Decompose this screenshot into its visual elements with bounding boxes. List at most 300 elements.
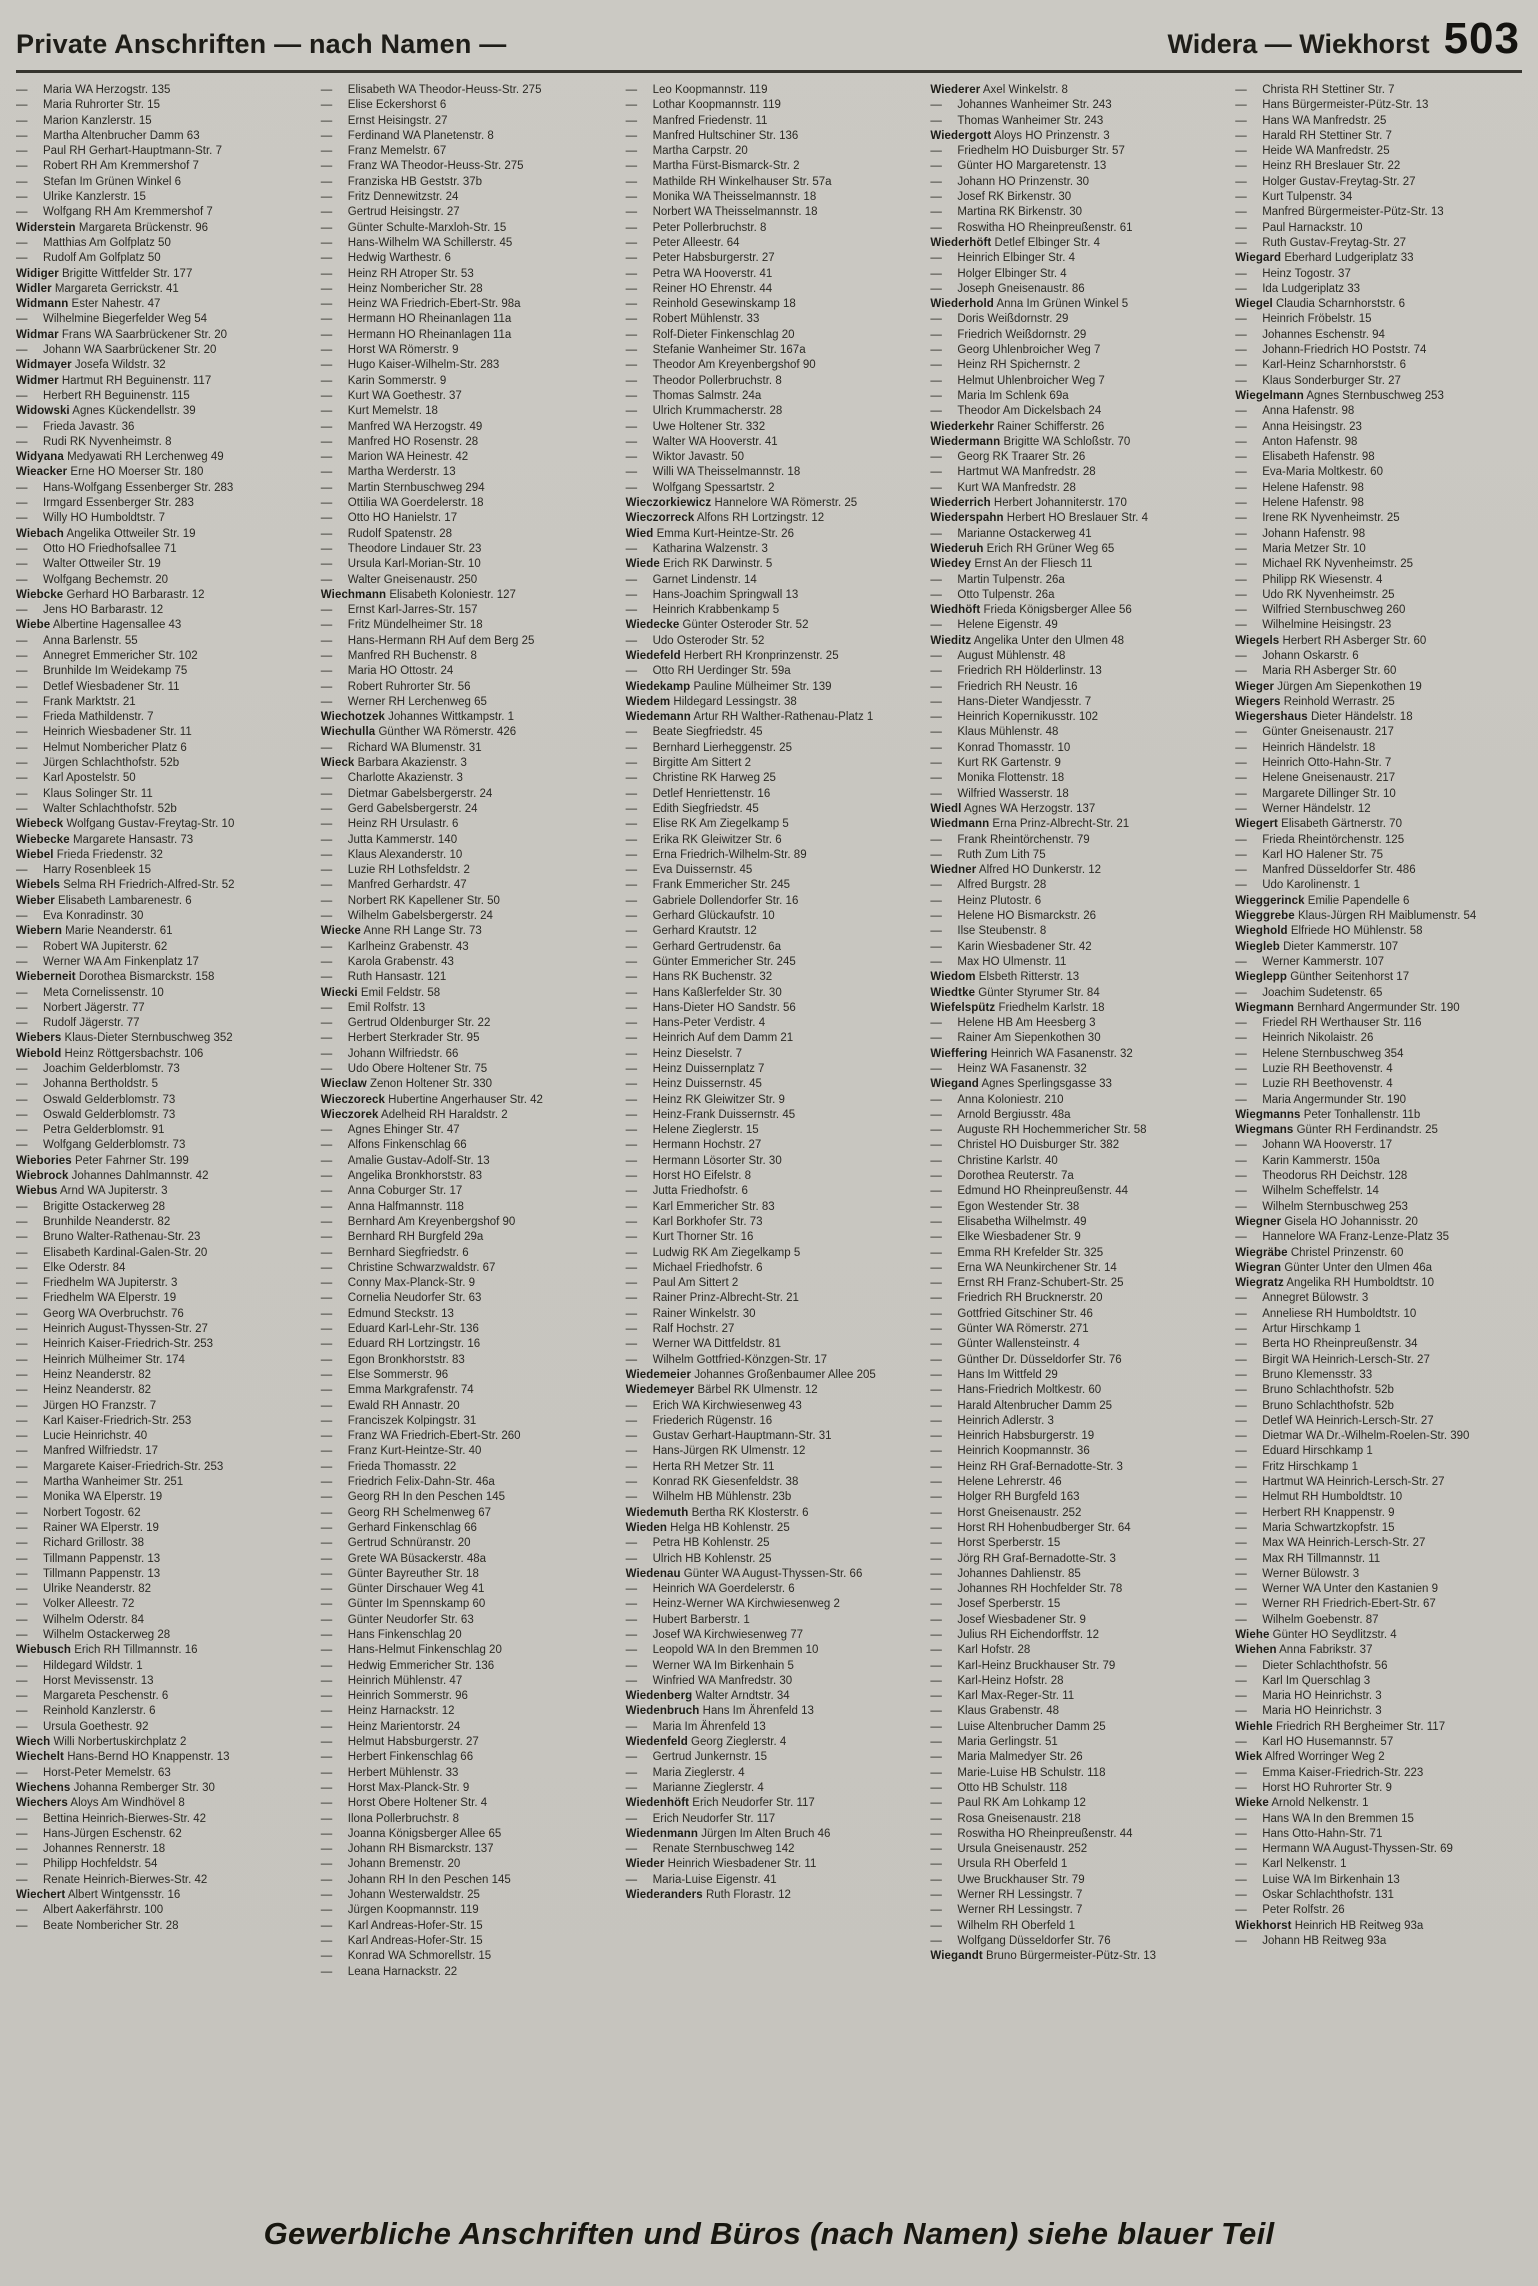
directory-entry: — Karl Hofstr. 28	[930, 1643, 1219, 1658]
ditto-dash: —	[930, 527, 942, 540]
directory-entry: — Heinz Neanderstr. 82	[16, 1383, 305, 1398]
surname: Wiegmans	[1235, 1124, 1294, 1137]
ditto-dash: —	[625, 1843, 638, 1856]
ditto-dash: —	[625, 1001, 638, 1014]
ditto-dash: —	[16, 1063, 28, 1075]
ditto-dash: —	[930, 359, 942, 372]
ditto-dash: —	[930, 1384, 942, 1397]
ditto-dash: —	[1235, 833, 1247, 846]
ditto-dash: —	[930, 619, 942, 632]
ditto-dash: —	[625, 1063, 638, 1075]
ditto-dash: —	[16, 1078, 28, 1091]
directory-entry: — Hermann Hochstr. 27	[626, 1138, 915, 1153]
ditto-dash: —	[1235, 1812, 1247, 1825]
directory-entry: — Jürgen HO Franzstr. 7	[16, 1399, 305, 1414]
ditto-dash: —	[930, 145, 942, 158]
directory-entry: — Ralf Hochstr. 27	[626, 1322, 915, 1337]
directory-entry: — Wilfried Wasserstr. 18	[930, 787, 1219, 802]
ditto-dash: —	[1235, 1904, 1247, 1917]
ditto-dash: —	[16, 481, 28, 494]
directory-entry: — Rainer Prinz-Albrecht-Str. 21	[626, 1291, 915, 1306]
surname: Wiechens	[16, 1781, 71, 1794]
ditto-dash: —	[930, 252, 942, 265]
directory-entry: — Anneliese RH Humboldtstr. 10	[1235, 1307, 1524, 1322]
ditto-dash: —	[1235, 619, 1247, 632]
ditto-dash: —	[16, 986, 28, 999]
ditto-dash: —	[320, 1674, 333, 1687]
ditto-dash: —	[625, 405, 638, 418]
ditto-dash: —	[930, 1705, 942, 1718]
directory-entry: — Hans-Jürgen RK Ulmenstr. 12	[626, 1444, 915, 1459]
surname: Widiger	[16, 267, 59, 280]
ditto-dash: —	[625, 451, 638, 464]
directory-entry: — Helmut Uhlenbroicher Weg 7	[930, 374, 1219, 389]
ditto-dash: —	[16, 160, 28, 173]
directory-entry: — Helene HB Am Heesberg 3	[930, 1016, 1219, 1031]
directory-entry: — Maria Angermunder Str. 190	[1235, 1093, 1524, 1108]
ditto-dash: —	[930, 1032, 942, 1045]
ditto-dash: —	[625, 726, 638, 739]
ditto-dash: —	[320, 894, 333, 907]
directory-entry: — Helmut Nombericher Platz 6	[16, 741, 305, 756]
ditto-dash: —	[625, 191, 638, 204]
ditto-dash: —	[320, 527, 333, 540]
surname: Wiebel	[16, 848, 54, 861]
ditto-dash: —	[930, 1659, 942, 1672]
ditto-dash: —	[320, 1001, 333, 1014]
surname: Wied	[625, 527, 654, 540]
directory-entry: — Lucie Heinrichstr. 40	[16, 1429, 305, 1444]
ditto-dash: —	[1235, 1353, 1247, 1366]
ditto-dash: —	[16, 389, 28, 402]
directory-entry: — Ilona Pollerbruchstr. 8	[321, 1812, 610, 1827]
ditto-dash: —	[625, 925, 638, 938]
directory-entry: — Günter Bayreuther Str. 18	[321, 1567, 610, 1582]
directory-entry: — Annegret Emmericher Str. 102	[16, 649, 305, 664]
directory-entry: — Helene Sternbuschweg 354	[1235, 1047, 1524, 1062]
ditto-dash: —	[16, 1552, 28, 1565]
directory-entry: — Wolfgang Spessartstr. 2	[626, 481, 915, 496]
surname: Wiegelmann	[1235, 389, 1304, 402]
directory-entry: — Karin Sommerstr. 9	[321, 374, 610, 389]
ditto-dash: —	[625, 1323, 638, 1336]
directory-entry: — Günter Emmericher Str. 245	[626, 955, 915, 970]
surname: Wiedefeld	[625, 649, 681, 662]
directory-entry: — Konrad RK Giesenfeldstr. 38	[626, 1475, 915, 1490]
directory-entry: — Heinz-Werner WA Kirchwiesenweg 2	[626, 1597, 915, 1612]
ditto-dash: —	[1235, 665, 1247, 678]
surname: Wiegleb	[1235, 940, 1280, 953]
ditto-dash: —	[1235, 1521, 1247, 1534]
ditto-dash: —	[1235, 1399, 1247, 1412]
directory-entry: — Doris Weißdornstr. 29	[930, 312, 1219, 327]
ditto-dash: —	[320, 1277, 333, 1290]
ditto-dash: —	[16, 1521, 28, 1534]
ditto-dash: —	[16, 1001, 28, 1014]
ditto-dash: —	[320, 1736, 333, 1749]
directory-entry: Wiederspahn Herbert HO Breslauer Str. 4	[930, 512, 1149, 525]
ditto-dash: —	[320, 1506, 333, 1519]
directory-entry: — Edmund Steckstr. 13	[321, 1307, 610, 1322]
ditto-dash: —	[16, 1292, 28, 1305]
ditto-dash: —	[625, 1720, 638, 1733]
directory-entry: — Kurt WA Goethestr. 37	[321, 389, 610, 404]
ditto-dash: —	[625, 787, 638, 800]
directory-entry: — Wilhelm Gabelsbergerstr. 24	[321, 909, 610, 924]
directory-entry: — Holger RH Burgfeld 163	[930, 1490, 1219, 1505]
surname: Widmann	[16, 298, 69, 311]
ditto-dash: —	[16, 1445, 28, 1458]
directory-entry: Widmer Hartmut RH Beguinenstr. 117	[16, 374, 212, 387]
directory-entry: Wiecki Emil Feldstr. 58	[320, 986, 441, 999]
ditto-dash: —	[625, 221, 638, 234]
directory-entry: — Marianne Ostackerweg 41	[930, 527, 1219, 542]
directory-entry: Wieczorkiewicz Hannelore WA Römerstr. 25	[625, 497, 858, 510]
directory-entry: — Detlef Henriettenstr. 16	[626, 787, 915, 802]
ditto-dash: —	[625, 1476, 638, 1489]
ditto-dash: —	[1235, 1537, 1247, 1550]
directory-entry: — Conny Max-Planck-Str. 9	[321, 1276, 610, 1291]
surname: Wiebus	[16, 1185, 58, 1198]
ditto-dash: —	[320, 741, 333, 754]
ditto-dash: —	[320, 772, 333, 785]
directory-entry: — Johann Bremenstr. 20	[321, 1857, 610, 1872]
directory-columns	[0, 73, 1538, 1980]
directory-entry: — Karl Andreas-Hofer-Str. 15	[321, 1919, 610, 1934]
directory-entry: — Ewald RH Annastr. 20	[321, 1399, 610, 1414]
ditto-dash: —	[16, 1659, 28, 1672]
ditto-dash: —	[320, 634, 333, 647]
directory-entry: — Heinz WA Fasanenstr. 32	[930, 1062, 1219, 1077]
directory-entry: Wiederhold Anna Im Grünen Winkel 5	[930, 298, 1129, 311]
directory-entry: — Hans RK Buchenstr. 32	[626, 970, 915, 985]
ditto-dash: —	[1235, 1934, 1247, 1947]
ditto-dash: —	[1235, 864, 1247, 877]
directory-entry: — Eduard RH Lortzingstr. 16	[321, 1337, 610, 1352]
directory-entry: — Rudi RK Nyvenheimstr. 8	[16, 435, 305, 450]
directory-entry: — Wolfgang Düsseldorfer Str. 76	[930, 1934, 1219, 1949]
directory-entry: — Heinz RH Ursulastr. 6	[321, 817, 610, 832]
directory-entry: — Heinrich Nikolaistr. 26	[1235, 1031, 1524, 1046]
ditto-dash: —	[1235, 848, 1247, 861]
directory-entry: — Marion WA Heinestr. 42	[321, 450, 610, 465]
directory-entry: — Heinrich Auf dem Damm 21	[626, 1031, 915, 1046]
ditto-dash: —	[930, 1139, 942, 1152]
ditto-dash: —	[1235, 1506, 1247, 1519]
directory-entry: — Horst HO Eifelstr. 8	[626, 1169, 915, 1184]
ditto-dash: —	[320, 328, 333, 341]
directory-entry: — Brunhilde Im Weidekamp 75	[16, 664, 305, 679]
ditto-dash: —	[930, 1307, 942, 1320]
ditto-dash: —	[930, 1231, 942, 1244]
ditto-dash: —	[625, 1781, 638, 1794]
ditto-dash: —	[625, 1047, 638, 1060]
directory-entry: — Heinz RH Graf-Bernadotte-Str. 3	[930, 1460, 1219, 1475]
surname: Wiebern	[16, 925, 62, 938]
directory-entry: — Rudolf Am Golfplatz 50	[16, 251, 305, 266]
ditto-dash: —	[320, 573, 333, 586]
directory-entry: — Wilhelm Goebenstr. 87	[1235, 1613, 1524, 1628]
directory-entry: — Jürgen Schlachthofstr. 52b	[16, 756, 305, 771]
directory-entry: — Philipp RK Wiesenstr. 4	[1235, 573, 1524, 588]
directory-entry: — Otto HO Hanielstr. 17	[321, 511, 610, 526]
directory-entry: — Ursula Gneisenaustr. 252	[930, 1842, 1219, 1857]
surname: Wiegers	[1235, 695, 1281, 708]
surname: Wiedenmann	[625, 1827, 699, 1840]
directory-entry: Wiedenau Günter WA August-Thyssen-Str. 66	[625, 1567, 863, 1580]
directory-entry: — Irene RK Nyvenheimstr. 25	[1235, 511, 1524, 526]
ditto-dash: —	[1235, 1460, 1247, 1473]
ditto-dash: —	[320, 1751, 333, 1764]
directory-entry: — Peter Alleestr. 64	[626, 236, 915, 251]
directory-entry: — Frank Marktstr. 21	[16, 695, 305, 710]
ditto-dash: —	[625, 1307, 638, 1320]
directory-entry: — Reinhold Gesewinskamp 18	[626, 297, 915, 312]
ditto-dash: —	[625, 1185, 638, 1198]
ditto-dash: —	[320, 221, 333, 234]
directory-entry: Wiederhöft Detlef Elbinger Str. 4	[930, 236, 1101, 249]
ditto-dash: —	[930, 175, 942, 188]
directory-entry: — Helene Lehrerstr. 46	[930, 1475, 1219, 1490]
directory-entry: — Werner WA Im Birkenhain 5	[626, 1659, 915, 1674]
directory-entry: — Horst-Peter Memelstr. 63	[16, 1766, 305, 1781]
ditto-dash: —	[1235, 221, 1247, 234]
directory-entry: Wieczoreck Hubertine Angerhauser Str. 42	[320, 1093, 543, 1106]
ditto-dash: —	[930, 1017, 942, 1030]
surname: Wieczorek	[320, 1108, 379, 1121]
ditto-dash: —	[930, 588, 942, 601]
ditto-dash: —	[930, 1476, 942, 1489]
directory-entry: Wiedergott Aloys HO Prinzenstr. 3	[930, 129, 1110, 142]
ditto-dash: —	[930, 191, 942, 204]
directory-entry: Wiekhorst Heinrich HB Reitweg 93a	[1235, 1919, 1424, 1932]
ditto-dash: —	[625, 1093, 638, 1106]
surname: Wiegräbe	[1235, 1246, 1288, 1259]
directory-entry: — Karl Max-Reger-Str. 11	[930, 1689, 1219, 1704]
surname: Wiedl	[930, 802, 962, 815]
directory-entry: — Cornelia Neudorfer Str. 63	[321, 1291, 610, 1306]
directory-entry: — Horst Gneisenaustr. 252	[930, 1506, 1219, 1521]
directory-entry: Wiedemeier Johannes Großenbaumer Allee 205	[625, 1368, 876, 1381]
ditto-dash: —	[1235, 1766, 1247, 1779]
directory-entry: Wiede Erich RK Darwinstr. 5	[625, 558, 773, 571]
directory-entry: — Brigitte Ostackerweg 28	[16, 1200, 305, 1215]
surname: Wieder	[625, 1858, 665, 1871]
ditto-dash: —	[1235, 1674, 1247, 1687]
ditto-dash: —	[320, 1445, 333, 1458]
directory-entry: — Joachim Gelderblomstr. 73	[16, 1062, 305, 1077]
ditto-dash: —	[1235, 512, 1247, 525]
directory-entry: — Manfred HO Rosenstr. 28	[321, 435, 610, 450]
ditto-dash: —	[930, 1598, 942, 1611]
directory-entry: — Johanna Bertholdstr. 5	[16, 1077, 305, 1092]
surname: Wiegard	[1235, 252, 1282, 265]
directory-entry: — Annegret Bülowstr. 3	[1235, 1291, 1524, 1306]
directory-entry: — Leopold WA In den Bremmen 10	[626, 1643, 915, 1658]
directory-entry: — Konrad WA Schmorellstr. 15	[321, 1949, 610, 1964]
ditto-dash: —	[625, 604, 638, 617]
surname: Wiechulla	[320, 726, 376, 739]
directory-entry: — Friedrich Felix-Dahn-Str. 46a	[321, 1475, 610, 1490]
surname: Wiedenfeld	[625, 1736, 688, 1749]
ditto-dash: —	[930, 848, 942, 861]
ditto-dash: —	[930, 1323, 942, 1336]
directory-entry: — Margarete Kaiser-Friedrich-Str. 253	[16, 1460, 305, 1475]
surname: Wiedem	[625, 695, 671, 708]
ditto-dash: —	[16, 1246, 28, 1259]
directory-entry: Wiedenmann Jürgen Im Alten Bruch 46	[625, 1827, 831, 1840]
directory-entry: Wiebern Marie Neanderstr. 61	[16, 925, 173, 938]
directory-column-5	[1235, 83, 1524, 1949]
ditto-dash: —	[16, 741, 28, 754]
directory-entry: — Hedwig Emmericher Str. 136	[321, 1659, 610, 1674]
directory-entry: — Ursula Karl-Morian-Str. 10	[321, 557, 610, 572]
ditto-dash: —	[1235, 405, 1247, 418]
directory-entry: — Horst Max-Planck-Str. 9	[321, 1781, 610, 1796]
directory-entry: — Günter Schulte-Marxloh-Str. 15	[321, 221, 610, 236]
directory-entry: — Katharina Walzenstr. 3	[626, 542, 915, 557]
directory-entry: Wiechelt Hans-Bernd HO Knappenstr. 13	[16, 1751, 230, 1764]
surname: Wiedemeier	[625, 1368, 692, 1381]
ditto-dash: —	[930, 1919, 942, 1932]
directory-entry: — Christel HO Duisburger Str. 382	[930, 1138, 1219, 1153]
directory-entry: — Luise WA Im Birkenhain 13	[1235, 1873, 1524, 1888]
directory-entry: — Wilfried Sternbuschweg 260	[1235, 603, 1524, 618]
directory-entry: — Otto HB Schulstr. 118	[930, 1781, 1219, 1796]
ditto-dash: —	[930, 1506, 942, 1519]
directory-entry: — Emma Markgrafenstr. 74	[321, 1383, 610, 1398]
ditto-dash: —	[320, 1690, 333, 1703]
directory-entry: — Christine Schwarzwaldstr. 67	[321, 1261, 610, 1276]
directory-entry: — Hans-Helmut Finkenschlag 20	[321, 1643, 610, 1658]
ditto-dash: —	[1235, 1017, 1247, 1030]
surname: Wiederer	[930, 84, 981, 96]
directory-entry: Wiehle Friedrich RH Bergheimer Str. 117	[1235, 1720, 1446, 1733]
directory-entry: Wiebold Heinz Röttgersbachstr. 106	[16, 1047, 204, 1060]
ditto-dash: —	[1235, 497, 1247, 510]
directory-entry: — Hermann Lösorter Str. 30	[626, 1154, 915, 1169]
ditto-dash: —	[930, 1246, 942, 1259]
directory-entry: — Bruno Schlachthofstr. 52b	[1235, 1399, 1524, 1414]
directory-entry: — Emma RH Krefelder Str. 325	[930, 1246, 1219, 1261]
ditto-dash: —	[16, 726, 28, 739]
directory-entry: — Helmut Habsburgerstr. 27	[321, 1735, 610, 1750]
directory-entry: — Manfred Hultschiner Str. 136	[626, 129, 915, 144]
ditto-dash: —	[625, 802, 638, 815]
ditto-dash: —	[16, 1705, 28, 1718]
ditto-dash: —	[16, 1307, 28, 1320]
ditto-dash: —	[320, 802, 333, 815]
ditto-dash: —	[930, 772, 942, 785]
ditto-dash: —	[320, 1567, 333, 1580]
ditto-dash: —	[1235, 1093, 1247, 1106]
directory-entry: Wiederkehr Rainer Schifferstr. 26	[930, 420, 1105, 433]
directory-entry: — Friedrich Weißdornstr. 29	[930, 328, 1219, 343]
ditto-dash: —	[1235, 84, 1247, 96]
directory-entry: — Elisabeth Kardinal-Galen-Str. 20	[16, 1246, 305, 1261]
ditto-dash: —	[320, 298, 333, 311]
directory-entry: — Friederich Rügenstr. 16	[626, 1414, 915, 1429]
directory-entry: — Gustav Gerhart-Hauptmann-Str. 31	[626, 1429, 915, 1444]
ditto-dash: —	[1235, 344, 1247, 357]
ditto-dash: —	[320, 680, 333, 693]
directory-entry: Wied Emma Kurt-Heintze-Str. 26	[625, 527, 794, 540]
directory-entry: — Martha Carpstr. 20	[626, 144, 915, 159]
ditto-dash: —	[16, 1261, 28, 1274]
directory-entry: — Werner Händelstr. 12	[1235, 802, 1524, 817]
directory-entry: — Bettina Heinrich-Bierwes-Str. 42	[16, 1812, 305, 1827]
directory-entry: — Peter Habsburgerstr. 27	[626, 251, 915, 266]
directory-entry: — Hans-Dieter HO Sandstr. 56	[626, 1001, 915, 1016]
directory-entry: Wieger Jürgen Am Siepenkothen 19	[1235, 680, 1422, 693]
directory-entry: — Birgit WA Heinrich-Lersch-Str. 27	[1235, 1353, 1524, 1368]
ditto-dash: —	[320, 604, 333, 617]
ditto-dash: —	[320, 175, 333, 188]
ditto-dash: —	[1235, 236, 1247, 249]
ditto-dash: —	[320, 971, 333, 984]
directory-entry: — Frieda Mathildenstr. 7	[16, 710, 305, 725]
directory-entry: — Bernhard RH Burgfeld 29a	[321, 1230, 610, 1245]
surname: Wieden	[625, 1521, 667, 1534]
surname: Wieczorkiewicz	[625, 497, 712, 510]
surname: Wieffering	[930, 1047, 988, 1060]
directory-entry: — Heinrich Elbinger Str. 4	[930, 251, 1219, 266]
ditto-dash: —	[320, 1124, 333, 1137]
directory-entry: — Johann HB Reitweg 93a	[1235, 1934, 1524, 1949]
directory-entry: Wiebels Selma RH Friedrich-Alfred-Str. 52	[16, 879, 235, 892]
surname: Wieglepp	[1235, 971, 1287, 984]
ditto-dash: —	[930, 1904, 942, 1917]
surname: Wiederanders	[625, 1889, 703, 1902]
ditto-dash: —	[320, 1460, 333, 1473]
directory-entry: Wiegleb Dieter Kammerstr. 107	[1235, 940, 1399, 953]
surname: Wiede	[625, 558, 660, 571]
ditto-dash: —	[1235, 1445, 1247, 1458]
directory-entry: — Johann RH Bismarckstr. 137	[321, 1842, 610, 1857]
directory-entry: — Hans-Friedrich Moltkestr. 60	[930, 1383, 1219, 1398]
directory-entry: — Stefan Im Grünen Winkel 6	[16, 175, 305, 190]
surname: Wiedtke	[930, 986, 976, 999]
surname: Widmayer	[16, 359, 72, 372]
directory-entry: — Wilhelmine Heisingstr. 23	[1235, 618, 1524, 633]
directory-entry: — Udo Obere Holtener Str. 75	[321, 1062, 610, 1077]
ditto-dash: —	[320, 435, 333, 448]
directory-entry: — Roswitha HO Rheinpreußenstr. 61	[930, 221, 1219, 236]
ditto-dash: —	[1235, 787, 1247, 800]
ditto-dash: —	[16, 1904, 28, 1917]
ditto-dash: —	[930, 1185, 942, 1198]
directory-entry: — Anton Hafenstr. 98	[1235, 435, 1524, 450]
ditto-dash: —	[930, 1277, 942, 1290]
directory-entry: — Robert WA Jupiterstr. 62	[16, 940, 305, 955]
directory-entry: — Auguste RH Hochemmericher Str. 58	[930, 1123, 1219, 1138]
directory-entry: Wiecke Anne RH Lange Str. 73	[320, 925, 482, 938]
ditto-dash: —	[625, 1139, 638, 1152]
directory-entry: — Marianne Zieglerstr. 4	[626, 1781, 915, 1796]
directory-entry: Wieffering Heinrich WA Fasanenstr. 32	[930, 1047, 1133, 1060]
ditto-dash: —	[1235, 1139, 1247, 1152]
surname: Wiechers	[16, 1797, 68, 1810]
ditto-dash: —	[1235, 986, 1247, 999]
directory-entry: Wieacker Erne HO Moerser Str. 180	[16, 466, 204, 479]
page-number: 503	[1443, 14, 1520, 63]
directory-entry: — Tillmann Pappenstr. 13	[16, 1552, 305, 1567]
ditto-dash: —	[320, 1063, 333, 1075]
directory-entry: — Michael Friedhofstr. 6	[626, 1261, 915, 1276]
directory-entry: — Emma Kaiser-Friedrich-Str. 223	[1235, 1766, 1524, 1781]
directory-entry: Wiebrock Johannes Dahlmannstr. 42	[16, 1170, 209, 1183]
ditto-dash: —	[16, 558, 28, 571]
